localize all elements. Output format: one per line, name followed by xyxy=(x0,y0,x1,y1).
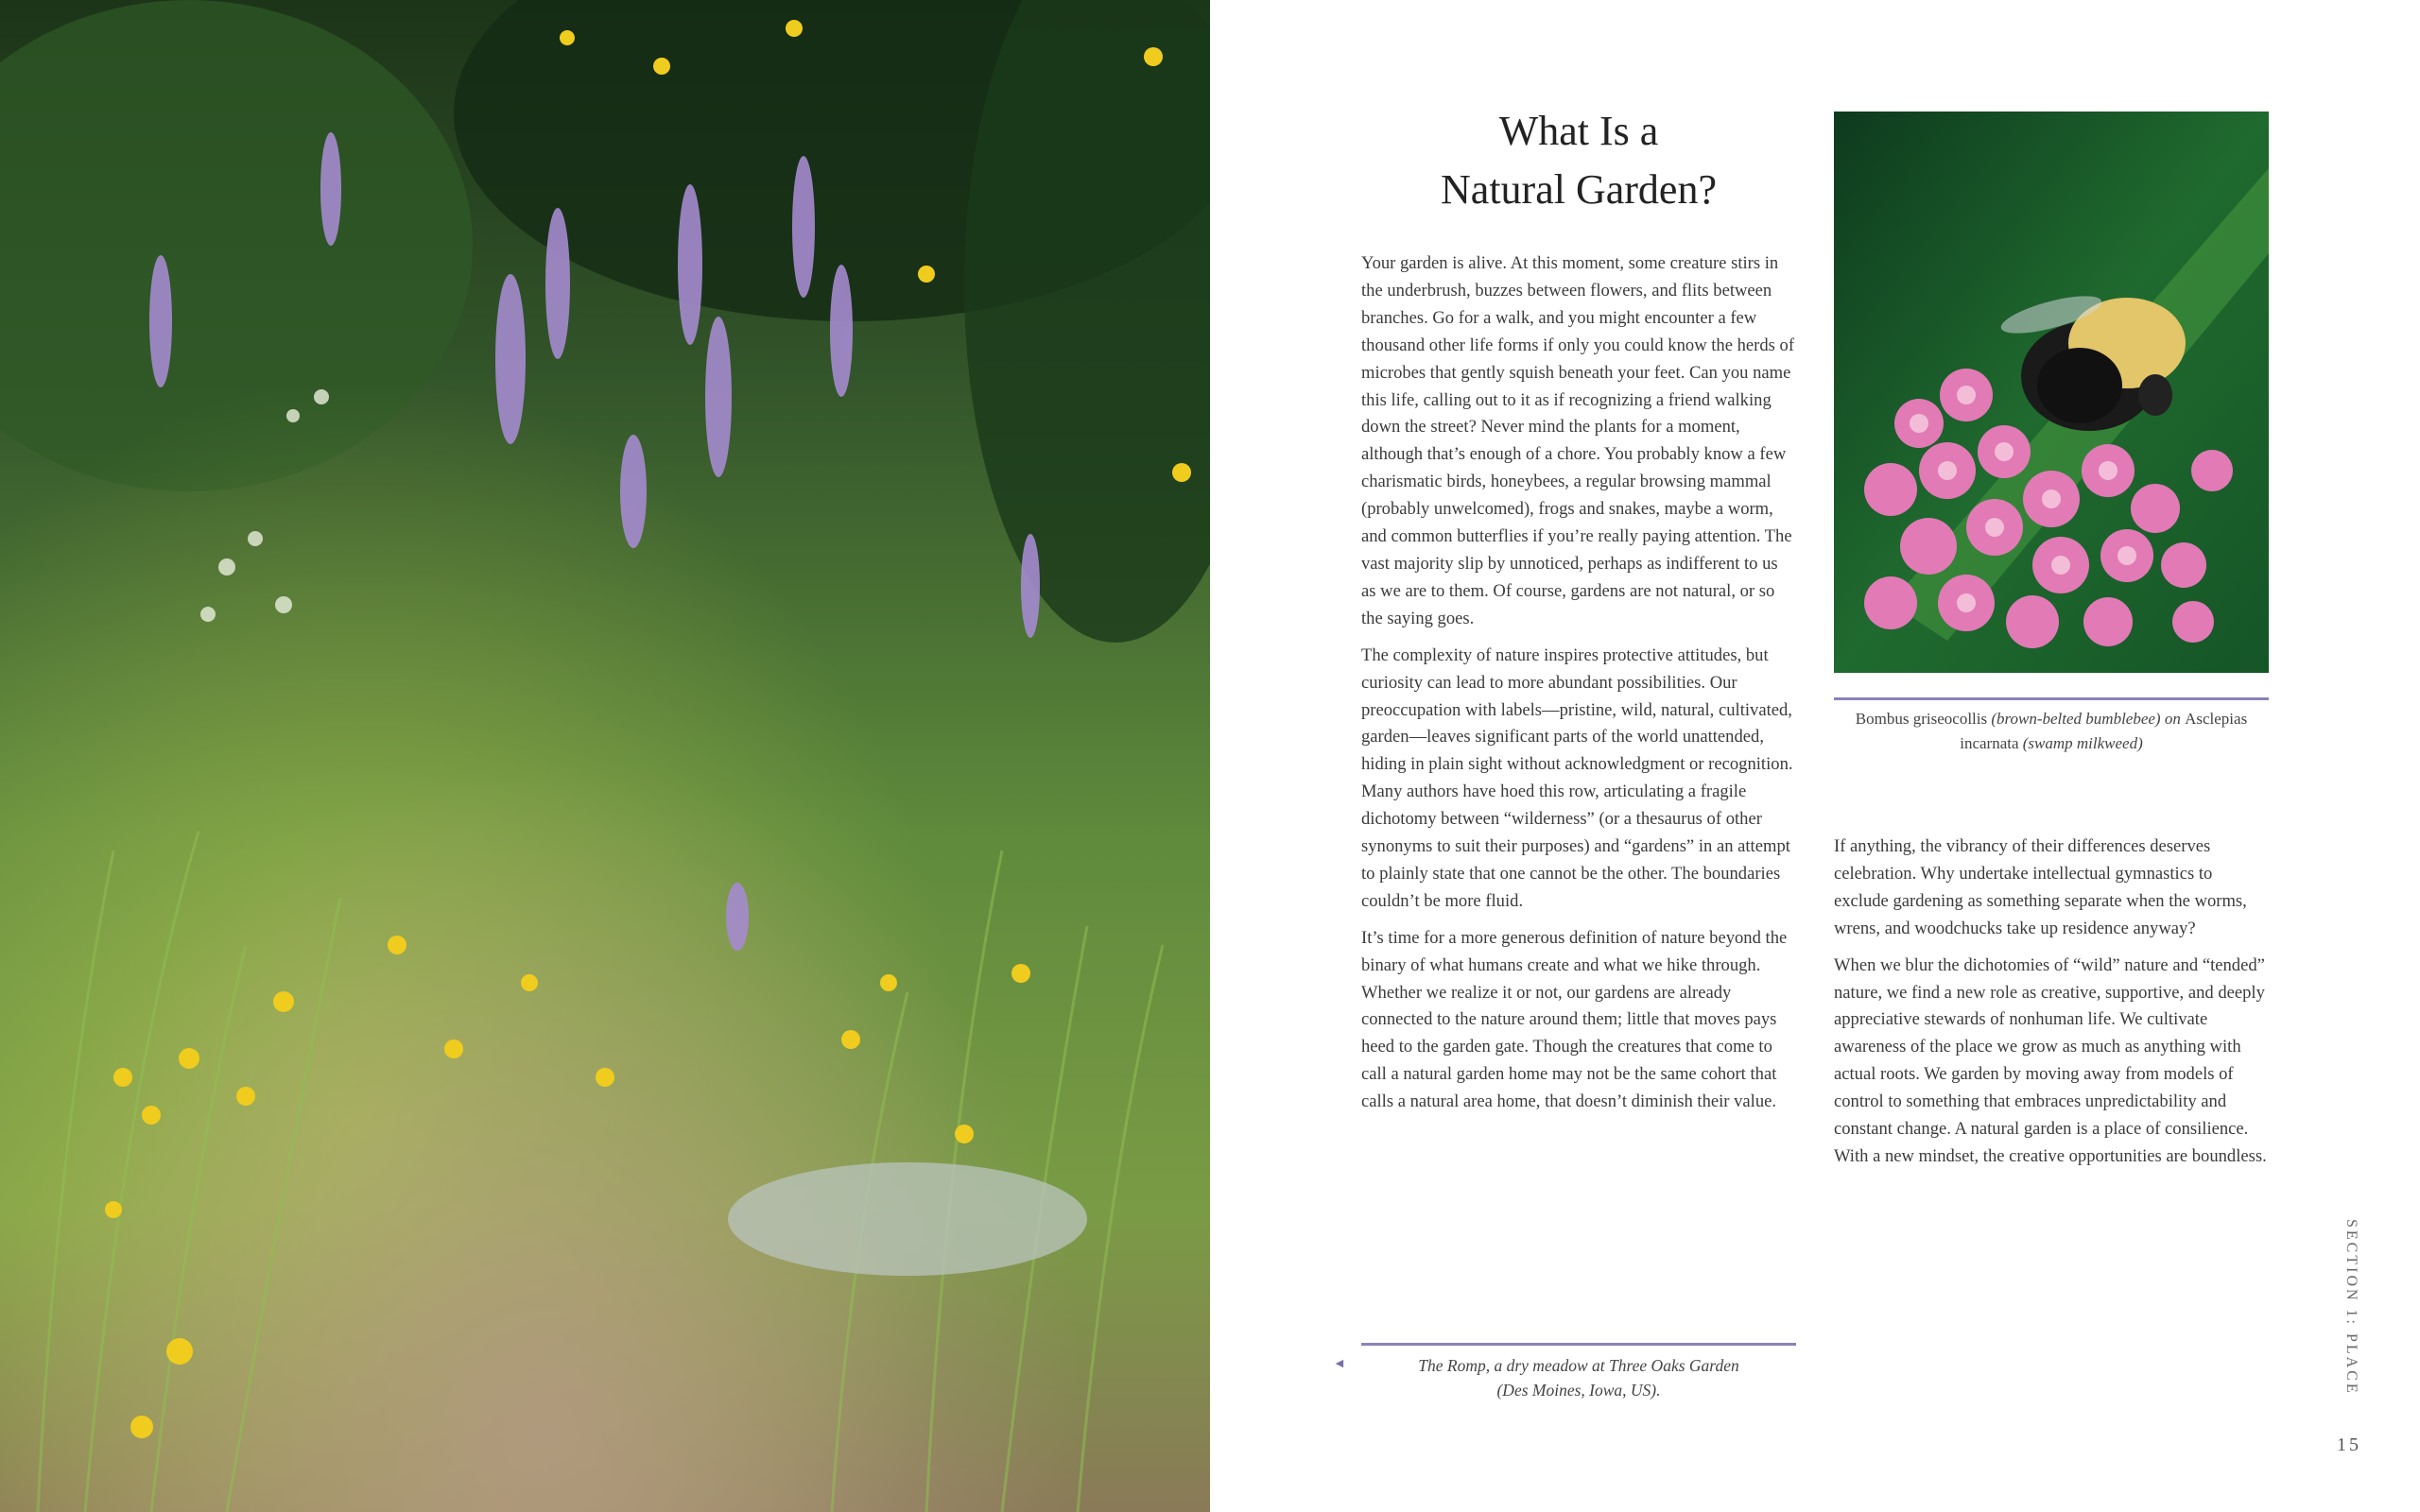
page-number: 15 xyxy=(2337,1435,2361,1455)
title-line-1: What Is a xyxy=(1498,108,1659,154)
paragraph: Your garden is alive. At this moment, some creature stirs in the underbrush, buzzes between flowers, and flits between branches. Go for a walk, and you might encounter a few thousand other life forms if only you could know the herds of microbes that gently squish beneath your feet. Can you name this life, calling out to it as if recognizing a friend walking down the street? Never mind the plants for a moment, although that’s enough of a chore. You probably know a few charismatic birds, honeybees, a regular browsing mammal (probably unwelcomed), frogs and snakes, maybe a worm, and common butterflies if you’re really paying attention. The vast majority slip by unnoticed, perhaps as indifferent to us as we are to them. Of course, gardens are not natural, or so the saying goes. xyxy=(1361,253,1795,628)
section-label: SECTION 1: PLACE xyxy=(2343,1219,2360,1396)
caption-line-2: (Des Moines, Iowa, US). xyxy=(1496,1381,1661,1400)
left-triangle-icon: ◄ xyxy=(1333,1357,1346,1371)
bumblebee-photo xyxy=(1834,112,2269,673)
paragraph: The complexity of nature inspires protective attitudes, but curiosity can lead to more abundant possibilities. Our preoccupation with labels—pristine, wild, natural, cultivated, garden—leaves significant parts of the world unattended, hiding in plain sight without acknowledgment or recognition. Many authors have hoed this row, articulating a fragile dichotomy between “wilderness” (or a thesaurus of other synonyms to suit their purposes) and “gardens” in an attempt to plainly state that one cannot be the other. The boundaries couldn’t be more fluid. xyxy=(1361,644,1793,911)
body-column-left xyxy=(1361,250,1796,1125)
caption-rule xyxy=(1361,1343,1796,1346)
caption-common-name-bee: (brown-belted bumblebee) on xyxy=(1991,710,2186,728)
paragraph: When we blur the dichotomies of “wild” nature and “tended” nature, we find a new role as creative, supportive, and deeply appreciative stewards of nonhuman life. We cultivate awareness of the place we grow as much as anything with actual roots. We garden by moving away from models of control to something that embraces unpredictability and constant change. A natural garden is a place of consilience. With a new mindset, the creative opportunities are boundless. xyxy=(1834,954,2267,1166)
caption-common-name-plant: (swamp milkweed) xyxy=(2022,734,2143,752)
paragraph: If anything, the vibrancy of their differences deserves celebration. Why undertake intellectual gymnastics to exclude gardening as something separate when the worms, wrens, and woodchucks take up residence anyway? xyxy=(1834,836,2247,938)
caption-species-bee: Bombus griseocollis xyxy=(1855,710,1992,728)
paragraph: It’s time for a more generous definition of nature beyond the binary of what humans create and what we hike through. Whether we realize it or not, our gardens are already connected to the nature around them; little that moves pays heed to the garden gate. Though the creatures that come to call a natural garden home may not be the same cohort that calls a natural area home, that doesn’t diminish their value. xyxy=(1361,927,1788,1112)
body-column-right xyxy=(1834,833,2269,1180)
bee-photo-caption xyxy=(1834,707,2269,756)
page-title xyxy=(1361,102,1796,219)
caption-species-plant: Asclepias incarnata xyxy=(1960,710,2248,752)
meadow-photo-caption xyxy=(1361,1353,1796,1402)
title-line-2: Natural Garden? xyxy=(1441,166,1717,213)
caption-line-1: The Romp, a dry meadow at Three Oaks Garden xyxy=(1418,1356,1739,1375)
caption-rule xyxy=(1834,697,2269,700)
